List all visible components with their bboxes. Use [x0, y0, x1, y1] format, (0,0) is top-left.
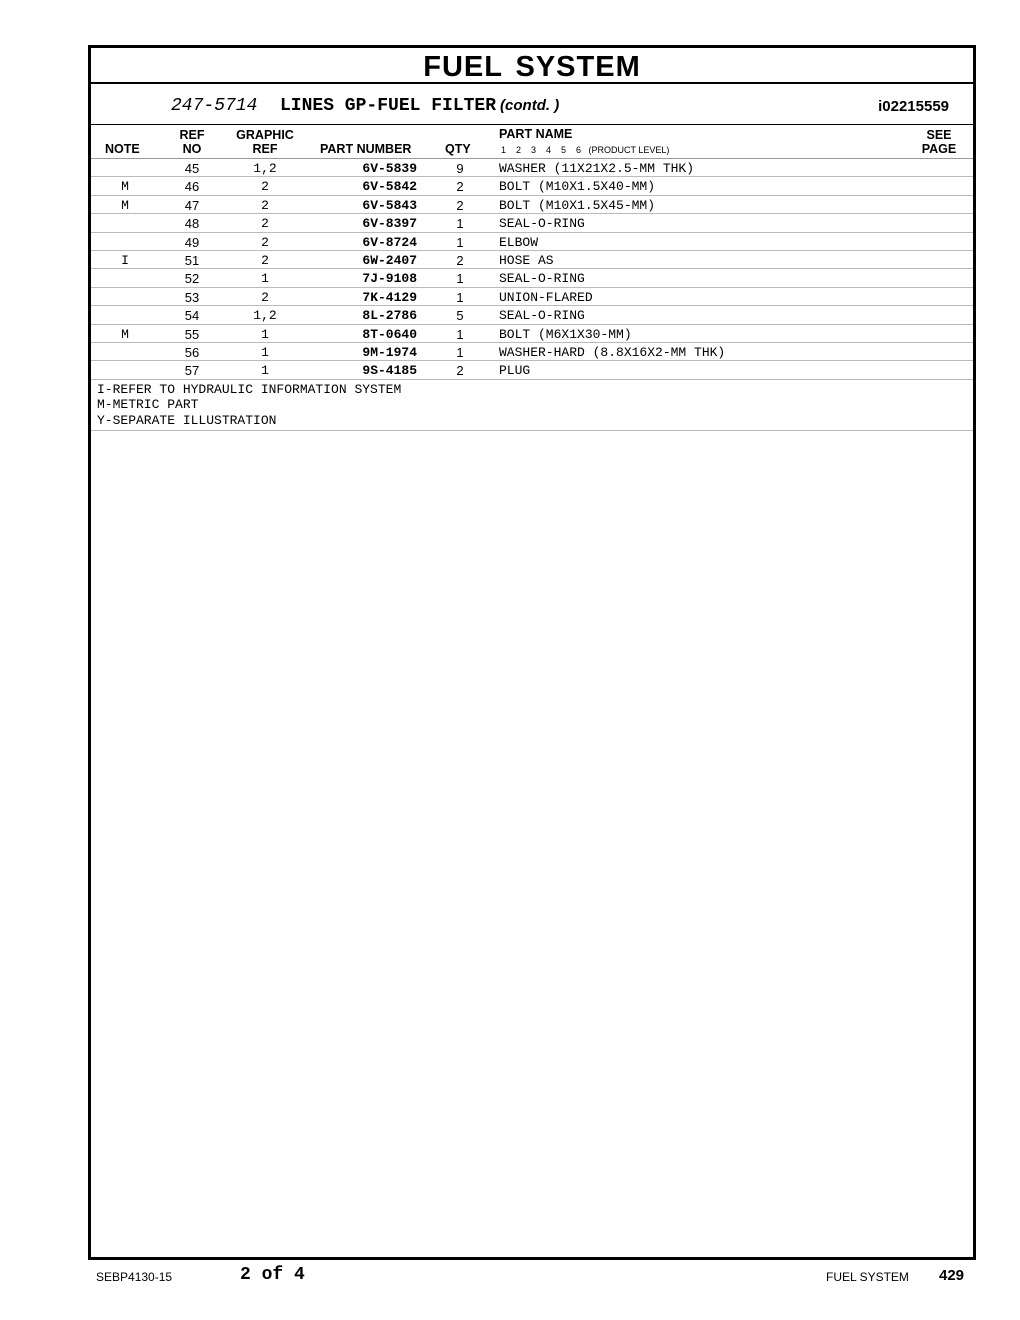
note-line: I-REFER TO HYDRAULIC INFORMATION SYSTEM [97, 381, 402, 397]
part-number: 6V-8724 [362, 234, 417, 250]
part-note: M [121, 326, 129, 342]
part-ref-no: 49 [184, 234, 200, 250]
group-name-line [280, 96, 559, 116]
part-qty: 1 [456, 234, 464, 250]
part-qty: 5 [456, 308, 464, 324]
part-ref-no: 54 [184, 308, 200, 324]
header-ref-no-1: REF [179, 128, 205, 142]
part-ref-no: 51 [184, 252, 200, 268]
part-number: 6V-5843 [362, 197, 417, 213]
part-name: BOLT (M10X1.5X40-MM) [499, 179, 656, 195]
part-number: 6W-2407 [362, 252, 417, 268]
part-number: 6V-5839 [362, 161, 417, 176]
header-graphic-ref-2: REF [252, 142, 278, 156]
footer-page-number: 429 [939, 1267, 965, 1284]
part-number: 7K-4129 [362, 289, 417, 305]
parts-page-frame [88, 45, 976, 1260]
part-number: 7J-9108 [362, 271, 417, 287]
header-see-page-1: SEE [926, 128, 952, 142]
part-name: BOLT (M10X1.5X45-MM) [499, 197, 656, 213]
table-row [91, 159, 973, 177]
part-ref-no: 56 [184, 344, 200, 360]
part-ref-no: 47 [184, 197, 200, 213]
part-graphic-ref: 1 [261, 326, 269, 342]
part-qty: 2 [456, 197, 464, 213]
part-ref-no: 55 [184, 326, 200, 342]
part-graphic-ref: 2 [261, 216, 269, 232]
part-qty: 2 [456, 252, 464, 268]
part-name: BOLT (M6X1X30-MM) [499, 326, 632, 342]
group-name: LINES GP-FUEL FILTER [280, 96, 497, 116]
column-headers [91, 125, 973, 159]
group-number: 247-5714 [171, 96, 258, 116]
part-name: ELBOW [499, 234, 539, 250]
part-qty: 1 [456, 344, 464, 360]
header-see-page-2: PAGE [921, 142, 957, 156]
header-qty: QTY [445, 142, 471, 156]
footer-page-of: 2 of 4 [240, 1265, 305, 1285]
part-ref-no: 53 [184, 289, 200, 305]
header-product-level: 1 2 3 4 5 6 (PRODUCT LEVEL) [501, 145, 670, 155]
header-part-name: PART NAME [499, 127, 573, 141]
section-title: FUEL SYSTEM [91, 48, 973, 84]
part-note: M [121, 197, 129, 213]
part-graphic-ref: 1 [261, 363, 269, 379]
part-name: SEAL-O-RING [499, 216, 585, 232]
table-row [91, 214, 973, 232]
part-qty: 2 [456, 179, 464, 195]
part-graphic-ref: 2 [261, 289, 269, 305]
table-row [91, 177, 973, 195]
group-header [91, 84, 973, 125]
part-qty: 1 [456, 271, 464, 287]
part-note: M [121, 179, 129, 195]
table-row [91, 251, 973, 269]
part-ref-no: 45 [184, 161, 200, 176]
header-part-number: PART NUMBER [320, 142, 412, 156]
part-graphic-ref: 2 [261, 197, 269, 213]
table-row [91, 196, 973, 214]
notes-legend [91, 380, 973, 432]
part-ref-no: 48 [184, 216, 200, 232]
parts-table [91, 159, 973, 380]
part-graphic-ref: 2 [261, 252, 269, 268]
part-ref-no: 52 [184, 271, 200, 287]
part-graphic-ref: 1 [261, 271, 269, 287]
table-row [91, 269, 973, 287]
part-name: UNION-FLARED [499, 289, 593, 305]
part-number: 8L-2786 [362, 308, 417, 324]
footer-section: FUEL SYSTEM [826, 1270, 909, 1284]
part-qty: 9 [456, 161, 464, 176]
part-ref-no: 57 [184, 363, 200, 379]
header-ref-no-2: NO [182, 142, 202, 156]
part-number: 9M-1974 [362, 344, 417, 360]
group-id: i02215559 [878, 98, 949, 115]
part-name: SEAL-O-RING [499, 308, 585, 324]
part-name: PLUG [499, 363, 531, 379]
part-note: I [121, 252, 129, 268]
note-line: M-METRIC PART [97, 397, 199, 413]
table-row [91, 325, 973, 343]
part-graphic-ref: 2 [261, 179, 269, 195]
part-number: 8T-0640 [362, 326, 417, 342]
part-name: SEAL-O-RING [499, 271, 585, 287]
part-name: HOSE AS [499, 252, 554, 268]
page-footer [0, 1265, 1020, 1289]
part-graphic-ref: 1,2 [253, 308, 277, 324]
part-graphic-ref: 1,2 [253, 161, 277, 176]
header-graphic-ref-1: GRAPHIC [236, 128, 294, 142]
part-graphic-ref: 1 [261, 344, 269, 360]
footer-doc-number: SEBP4130-15 [96, 1270, 173, 1284]
table-row [91, 288, 973, 306]
part-qty: 1 [456, 289, 464, 305]
part-ref-no: 46 [184, 179, 200, 195]
part-name: WASHER-HARD (8.8X16X2-MM THK) [499, 344, 726, 360]
table-row [91, 233, 973, 251]
part-number: 9S-4185 [362, 363, 417, 379]
part-qty: 2 [456, 363, 464, 379]
part-name: WASHER (11X21X2.5-MM THK) [499, 161, 695, 176]
table-row [91, 361, 973, 379]
table-row [91, 343, 973, 361]
part-qty: 1 [456, 326, 464, 342]
group-continued: (contd. ) [500, 97, 560, 114]
part-number: 6V-5842 [362, 179, 417, 195]
part-graphic-ref: 2 [261, 234, 269, 250]
part-qty: 1 [456, 216, 464, 232]
table-row [91, 306, 973, 324]
note-line: Y-SEPARATE ILLUSTRATION [97, 412, 277, 428]
header-note: NOTE [105, 142, 140, 156]
part-number: 6V-8397 [362, 216, 417, 232]
